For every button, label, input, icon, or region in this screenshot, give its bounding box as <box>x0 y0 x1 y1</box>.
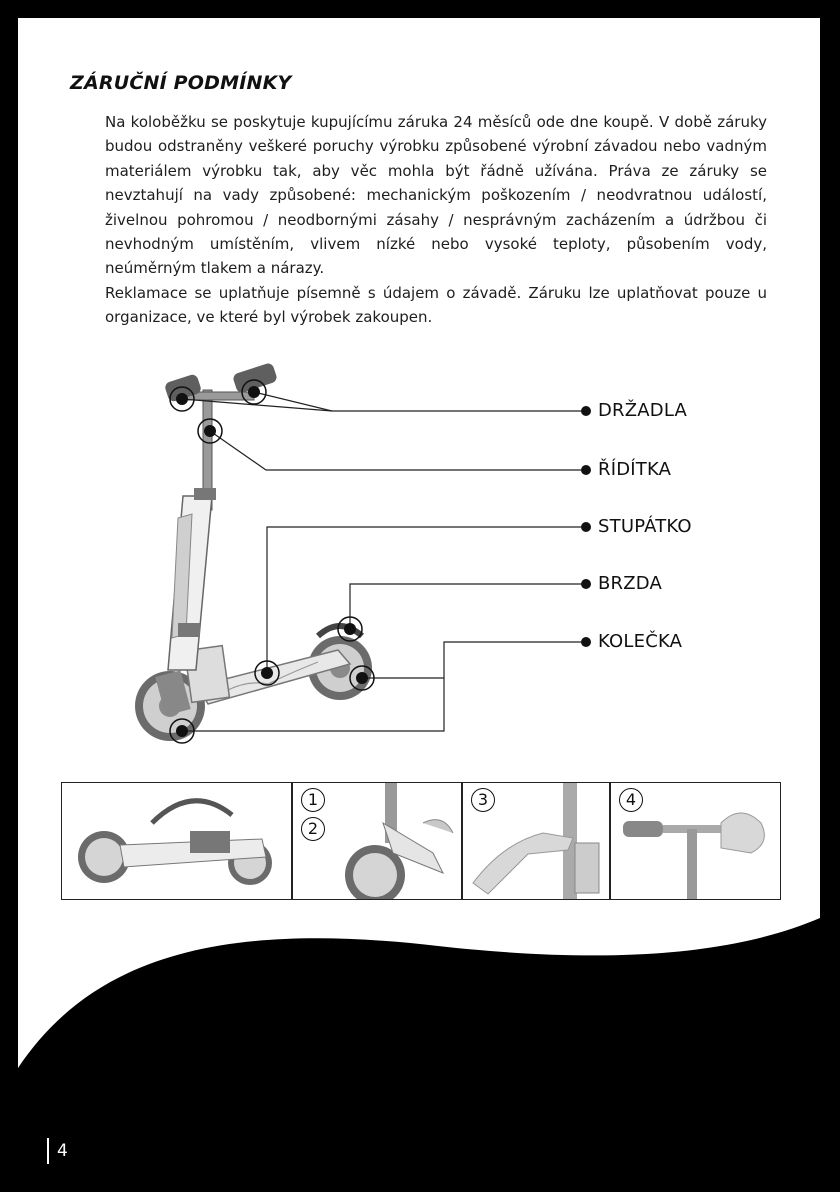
page-number: 4 <box>47 1138 68 1164</box>
label-wheels: KOLEČKA <box>598 631 683 652</box>
label-footboard: STUPÁTKO <box>598 516 692 537</box>
step-2-marker: 2 <box>301 817 325 841</box>
warranty-paragraph-2: Reklamace se uplatňuje písemně s údajem o závadě. Záruku lze uplatňovat pouze u organizace, ve které byl výrobek zakoupen. <box>105 283 767 327</box>
label-handlebar: ŘÍDÍTKA <box>598 459 672 480</box>
label-handles: DRŽADLA <box>598 400 688 421</box>
scooter-diagram <box>18 18 820 778</box>
page-title: ZÁRUČNÍ PODMÍNKY <box>70 72 292 94</box>
assembly-steps <box>61 782 781 900</box>
panel-step-4 <box>610 782 781 900</box>
step-4-marker: 4 <box>619 788 643 812</box>
panel-step-3 <box>462 782 610 900</box>
label-brake: BRZDA <box>598 573 663 594</box>
folded-scooter-image <box>62 783 291 899</box>
panel-folded-scooter <box>61 782 292 900</box>
panel-steps-1-2 <box>292 782 462 900</box>
step-1-marker: 1 <box>301 788 325 812</box>
step-3-marker: 3 <box>471 788 495 812</box>
manual-page <box>18 18 820 1174</box>
warranty-paragraph-1: Na koloběžku se poskytuje kupujícímu záruka 24 měsíců ode dne koupě. V době záruky budou odstraněny veškeré poruchy výrobku způsobené výrobní závadou nebo vadným materiálem výrobku tak, aby věc mohla být řádně užívána. Práva ze záruky se nevztahují na vady způsobené: mechanickým poškozením / neodvratnou událostí, živelnou pohromou / neodbornými zásahy / nesprávným zacházením a údržbou či nevhodným umístěním, vlivem nízké nebo vysoké teploty, působením vody, neúměrným tlakem a nárazy. <box>105 113 767 278</box>
